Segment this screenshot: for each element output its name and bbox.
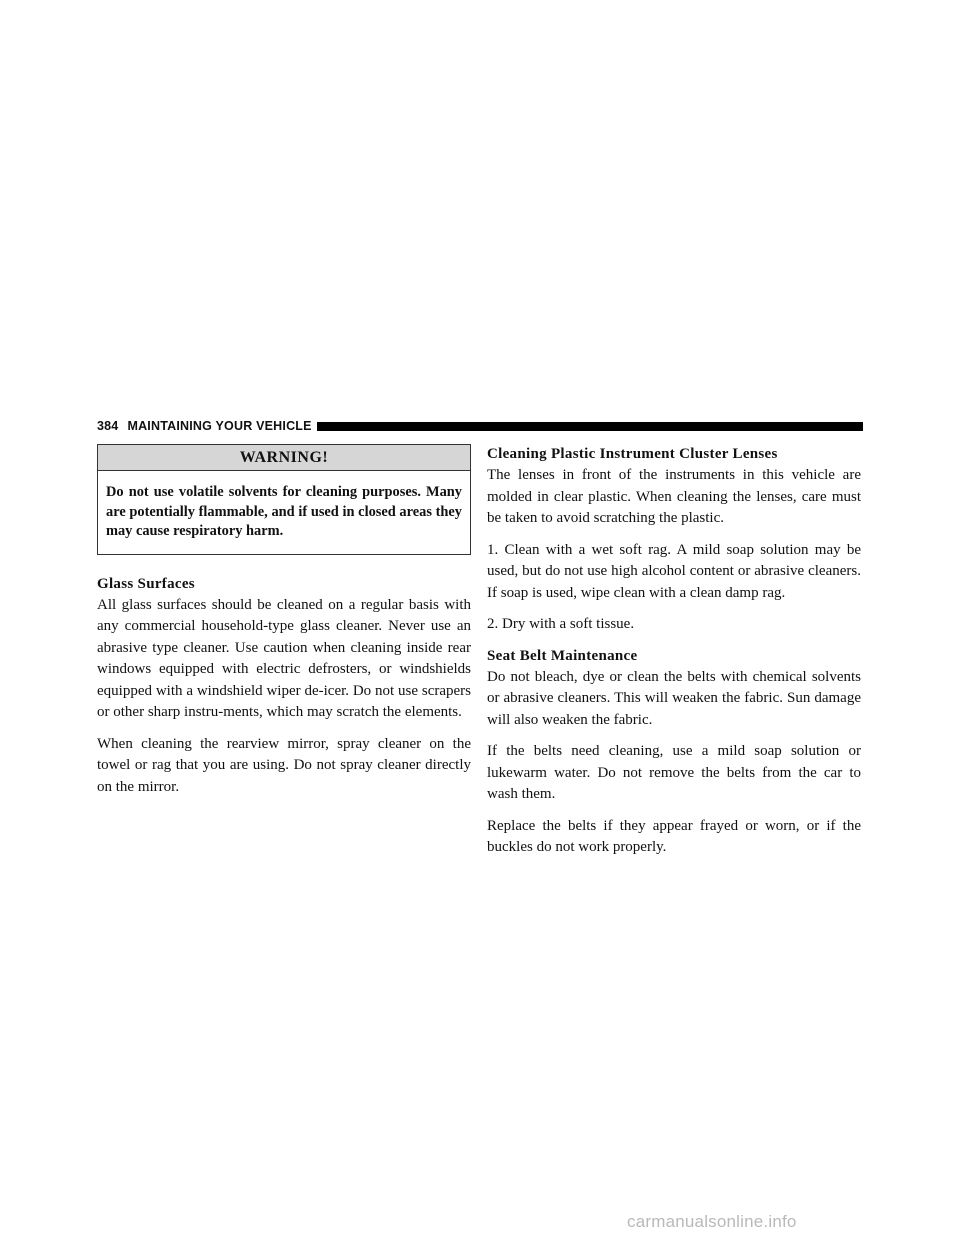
plastic-lenses-paragraph: The lenses in front of the instruments in this vehicle are molded in clear plastic. When cleaning the lenses, care must be taken to avoid scratching the plastic. xyxy=(487,467,861,526)
spacer xyxy=(97,555,471,574)
rearview-mirror-paragraph: When cleaning the rearview mirror, spray cleaner on the towel or rag that you are using. Do not spray cleaner directly on the mirror. xyxy=(97,735,471,795)
site-watermark: carmanualsonline.info xyxy=(627,1212,797,1231)
section-title: MAINTAINING YOUR VEHICLE xyxy=(127,419,312,433)
plastic-step-1: 1. Clean with a wet soft rag. A mild soap solution may be used, but do not use high alcohol content or abrasive cleaners. If soap is used, wipe clean with a clean damp rag. xyxy=(487,541,861,601)
plastic-lenses-heading: Cleaning Plastic Instrument Cluster Lenses xyxy=(487,446,778,462)
left-column xyxy=(97,444,471,808)
glass-surfaces-heading: Glass Surfaces xyxy=(97,575,195,592)
seat-belt-paragraph-1: Do not bleach, dye or clean the belts with chemical solvents or abrasive cleaners. This will weaken the fabric. Sun damage will also weaken the fabric. xyxy=(487,668,861,728)
page-number: 384 xyxy=(97,419,119,433)
warning-text: Do not use volatile solvents for cleaning purposes. Many are potentially flammable, and if used in closed areas they may cause respiratory harm. xyxy=(106,484,462,539)
seat-belt-paragraph-3: Replace the belts if they appear frayed or worn, or if the buckles do not work properly. xyxy=(487,817,861,855)
glass-surfaces-paragraph: All glass surfaces should be cleaned on a regular basis with any commercial household-type glass cleaner. Never use an abrasive type cleaner. Use caution when cleaning inside rear windows equipped with electric defrosters, or windshields equipped with a windshield wiper de-icer. Do not use scrapers or other sharp instru-ments, which may scratch the elements. xyxy=(97,596,471,720)
warning-box xyxy=(97,444,471,555)
right-column xyxy=(487,444,861,869)
plastic-step-2: 2. Dry with a soft tissue. xyxy=(487,616,635,632)
seat-belt-paragraph-2: If the belts need cleaning, use a mild soap solution or lukewarm water. Do not remove the belts from the car to wash them. xyxy=(487,743,861,802)
warning-title: WARNING! xyxy=(98,445,470,471)
seat-belt-heading: Seat Belt Maintenance xyxy=(487,647,638,664)
header-rule xyxy=(317,422,863,431)
page-header xyxy=(97,418,863,434)
